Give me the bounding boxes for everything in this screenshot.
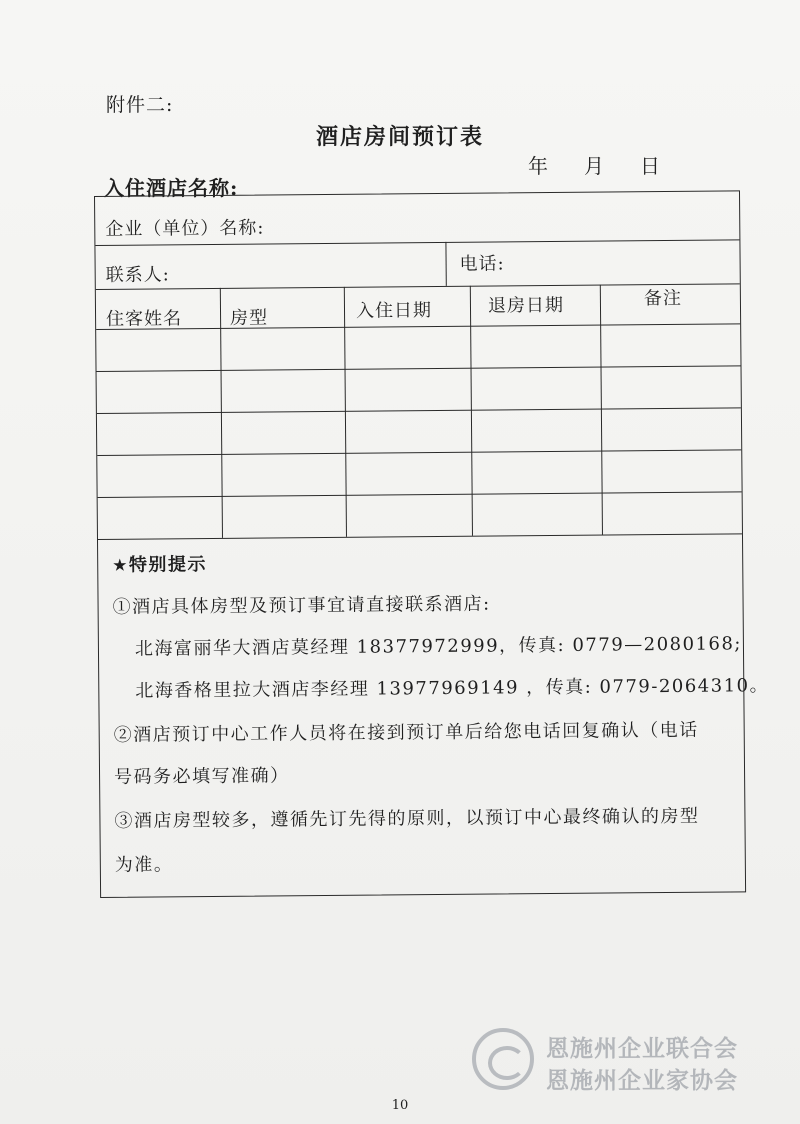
note-line-5: 号码务必填写准确） <box>113 765 290 788</box>
row-divider <box>97 449 741 456</box>
watermark-logo-icon <box>472 1028 534 1090</box>
note-line-7: 为准。 <box>114 854 174 876</box>
row-divider <box>95 239 739 246</box>
column-header-remarks: 备注 <box>643 287 683 310</box>
contact-label: 联系人: <box>105 264 170 286</box>
row-divider <box>98 491 742 498</box>
note-line-6: ③酒店房型较多，遵循先订先得的原则，以预订中心最终确认的房型 <box>114 805 700 832</box>
row-divider <box>98 533 742 540</box>
column-header-check-in: 入住日期 <box>355 300 433 322</box>
column-divider <box>445 242 446 286</box>
row-divider <box>96 323 740 330</box>
date-month: 月 <box>584 154 606 178</box>
note-line-3: 北海香格里拉大酒店李经理 13977969149 ，传真: 0779-2064310。 <box>135 675 770 702</box>
note-line-1: ①酒店具体房型及预订事宜请直接联系酒店: <box>112 593 491 618</box>
column-header-guest-name: 住客姓名 <box>105 308 183 330</box>
watermark-line-2: 恩施州企业家协会 <box>546 1068 738 1094</box>
row-divider <box>97 365 741 372</box>
date-year: 年 <box>528 154 550 178</box>
company-label: 企业（单位）名称: <box>105 217 265 240</box>
attachment-label: 附件二: <box>106 94 174 116</box>
phone-label: 电话: <box>459 253 505 275</box>
watermark-line-1: 恩施州企业联合会 <box>546 1036 738 1062</box>
column-header-room-type: 房型 <box>229 307 269 329</box>
note-line-4: ②酒店预订中心工作人员将在接到预订单后给您电话回复确认（电话 <box>113 719 699 746</box>
row-divider <box>97 407 741 414</box>
notes-heading: ★特别提示 <box>112 554 208 576</box>
hotel-name-label: 入住酒店名称: <box>104 176 239 200</box>
page-number: 10 <box>391 1098 409 1113</box>
special-notes <box>112 551 770 876</box>
watermark <box>472 1026 772 1096</box>
note-line-2: 北海富丽华大酒店莫经理 18377972999，传真: 0779—2080168; <box>134 633 743 660</box>
booking-form-table <box>94 190 770 898</box>
star-icon: ★ <box>112 555 130 576</box>
form-title: 酒店房间预订表 <box>315 124 484 150</box>
date-day: 日 <box>640 154 662 178</box>
column-header-check-out: 退房日期 <box>487 294 565 317</box>
date-line <box>528 150 662 179</box>
